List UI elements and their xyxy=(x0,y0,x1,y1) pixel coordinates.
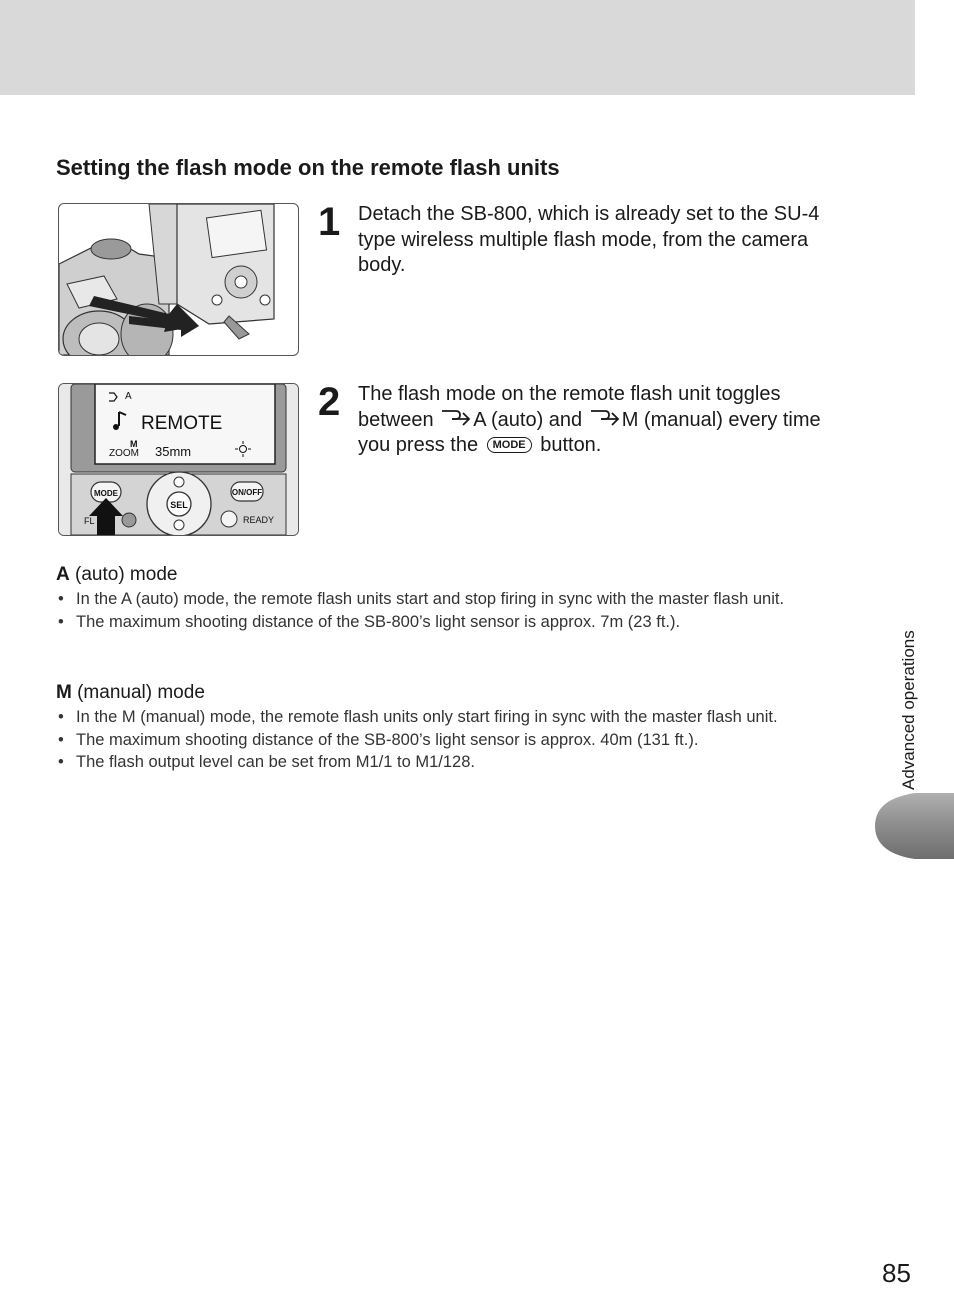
step-2-manual-text: M (manual) every time you press the xyxy=(358,408,821,456)
page-number: 85 xyxy=(882,1258,911,1288)
lcd-zoom-m: M xyxy=(130,439,138,449)
step-2-text xyxy=(358,382,853,459)
lcd-focal-length: 35mm xyxy=(155,444,192,459)
control-panel-drawing xyxy=(59,384,298,535)
manual-mode-bullets xyxy=(56,706,851,774)
panel-ready-label: READY xyxy=(243,515,275,525)
list-item: • The flash output level can be set from M1/1 to M1/128. xyxy=(56,751,851,774)
camera-detach-drawing xyxy=(59,204,298,355)
manual-mode-letter: M xyxy=(56,682,72,703)
step-1-text: Detach the SB-800, which is already set to the SU-4 type wireless multiple flash mode, from the camera body. xyxy=(358,203,820,276)
lcd-zoom-label: ZOOM xyxy=(109,448,139,459)
lcd-remote-label: REMOTE xyxy=(141,413,223,434)
step-2-text-before: The flash mode on the remote flash unit toggles between xyxy=(358,383,781,431)
auto-mode-heading xyxy=(56,564,177,586)
header-band xyxy=(0,0,915,95)
list-item: • The maximum shooting distance of the SB-800’s light sensor is approx. 40m (131 ft.). xyxy=(56,729,851,752)
panel-onoff-button: ON/OFF xyxy=(231,488,263,497)
lcd-mode-indicator: A xyxy=(125,391,132,402)
manual-mode-label: (manual) mode xyxy=(77,682,205,703)
section-title: Setting the flash mode on the remote flash units xyxy=(56,155,560,180)
list-item: • In the A (auto) mode, the remote flash units start and stop firing in sync with the master flash unit. xyxy=(56,588,851,611)
manual-mode-heading xyxy=(56,682,205,704)
panel-mode-button: MODE xyxy=(94,489,118,498)
camera-detach-illustration xyxy=(58,203,299,356)
step-2-text-after: button. xyxy=(540,434,602,456)
panel-sel-button: SEL xyxy=(170,500,188,510)
auto-mode-letter: A xyxy=(56,564,70,585)
step-2-number: 2 xyxy=(318,380,341,424)
panel-flash-label: FL xyxy=(84,516,95,526)
list-item: • In the M (manual) mode, the remote flash units only start firing in sync with the master flash unit. xyxy=(56,706,851,729)
list-item: • The maximum shooting distance of the SB-800’s light sensor is approx. 7m (23 ft.). xyxy=(56,611,851,634)
mode-button-icon: MODE xyxy=(487,437,532,453)
auto-mode-bullets xyxy=(56,588,851,633)
remote-flash-arrow-icon xyxy=(439,408,473,428)
chapter-tab xyxy=(875,793,954,859)
remote-flash-arrow-icon xyxy=(588,408,622,428)
step-1-number: 1 xyxy=(318,200,341,244)
step-2-auto-text: A (auto) and xyxy=(473,408,583,431)
flash-control-panel-illustration xyxy=(58,383,299,536)
auto-mode-label: (auto) mode xyxy=(75,564,178,585)
section-side-label: Advanced operations xyxy=(899,630,918,790)
